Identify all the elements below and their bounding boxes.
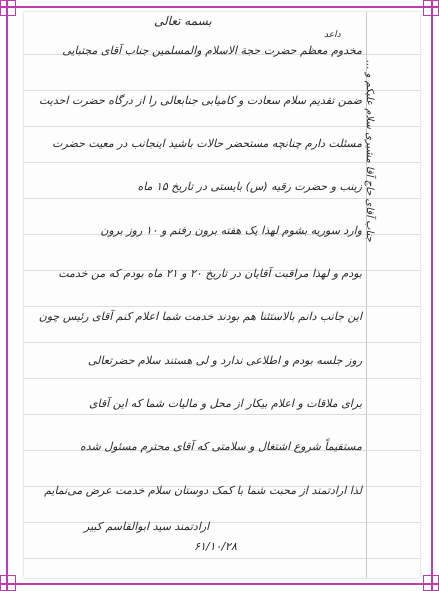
frame-corner-top-right <box>423 0 439 16</box>
signature: ارادتمند سید ابوالقاسم کبیر <box>84 520 210 533</box>
frame-corner-top-left <box>0 0 16 16</box>
frame-left-edge <box>6 0 8 591</box>
letter-line-11: لذا ارادتمند از محبت شما با کمک دوستان سلام خدمت عرض می‌نمایم <box>44 484 362 497</box>
letter-line-1: مخدوم معظم حضرت حجة الاسلام والمسلمین جناب آقای مجتبایی <box>62 44 362 57</box>
frame-corner-bottom-right <box>423 575 439 591</box>
letter-line-8: روز جلسه بودم و اطلاعی ندارد و لی هستند سلام حضرتعالی <box>87 354 362 367</box>
frame-top-edge <box>0 6 439 8</box>
frame-bottom-edge <box>0 583 439 585</box>
letter-line-4: زینب و حضرت رقیه (س) بایستی در تاریخ ۱۵ ماه <box>137 180 362 193</box>
corner-mark: داعد <box>324 30 341 40</box>
letter-line-7: این جانب دانم بالاستثنا هم بودند خدمت شما اعلام کنم آقای رئیس چون <box>38 310 362 323</box>
frame-corner-bottom-left <box>0 575 16 591</box>
frame-right-edge <box>431 0 433 591</box>
letter-line-2: ضمن تقدیم سلام سعادت و کامیابی جنابعالی را از درگاه حضرت احدیت <box>39 94 362 107</box>
letter-line-10: مستقیماً شروع اشتغال و سلامتی که آقای محترم مسئول شده <box>79 440 362 453</box>
letter-paper <box>24 12 420 578</box>
letter-line-5: وارد سوریه بشوم لهذا یک هفته برون رفتم و ۱۰ روز برون <box>100 224 362 237</box>
letter-line-9: برای ملاقات و اعلام بیکار از محل و مالیات شما که این آقای <box>88 397 362 410</box>
letter-date: ۶۱/۱۰/۲۸ <box>194 540 237 553</box>
letter-header: بسمه تعالی <box>154 14 212 28</box>
margin-note: جناب آقای حاج آقا مشیری سلام علیکم و ... <box>364 60 375 242</box>
letter-line-6: بودم و لهذا مراقبت آقایان در تاریخ ۲۰ و ۲۱ ماه بودم که من خدمت <box>58 267 362 280</box>
letter-line-3: مسئلت دارم چنانچه مستحضر حالات باشید اینجانب در معیت حضرت <box>52 137 362 150</box>
